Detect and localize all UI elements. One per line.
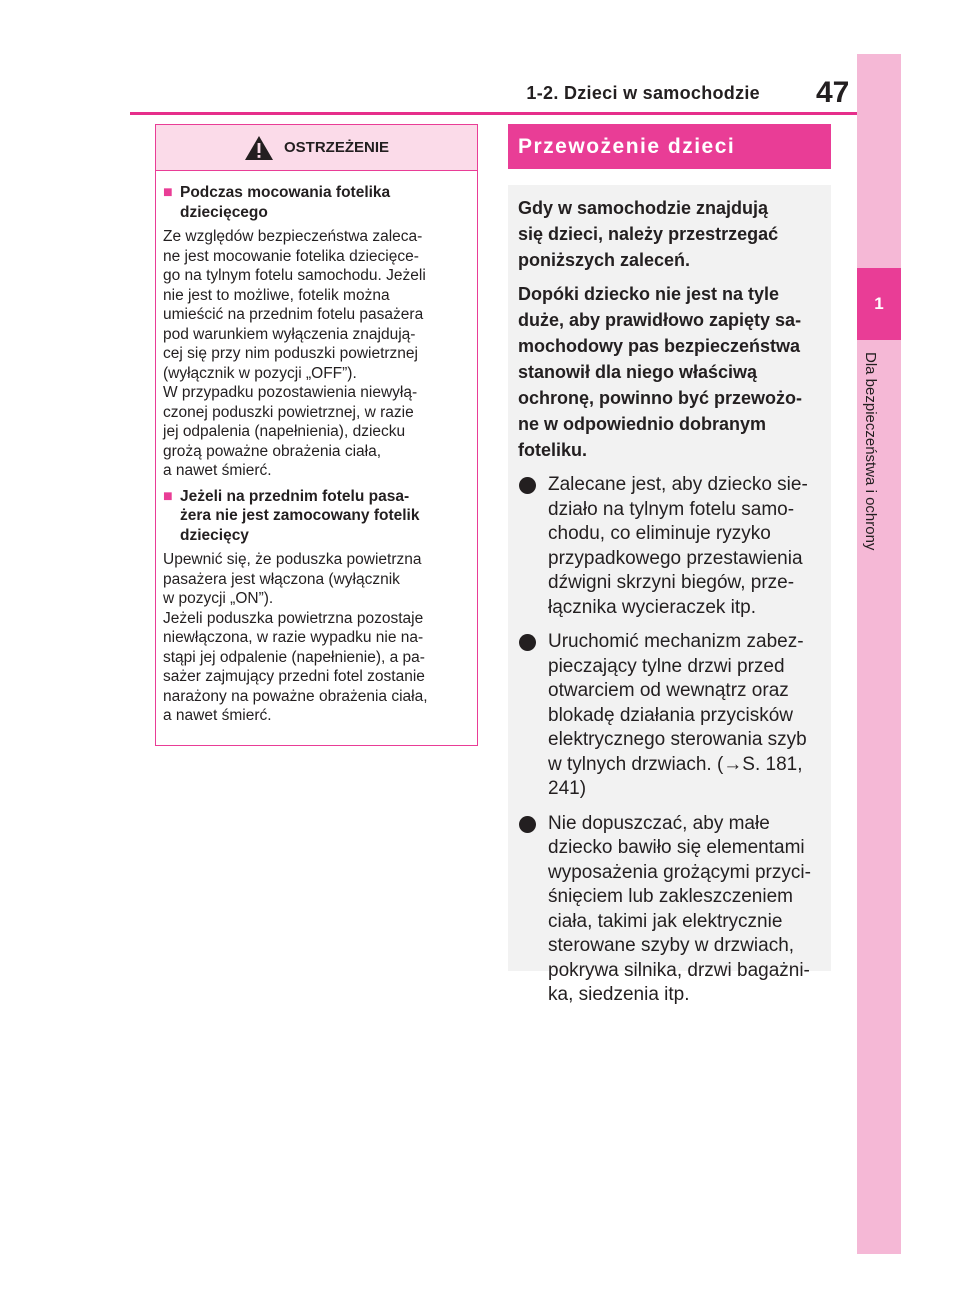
warning-title: OSTRZEŻENIE	[283, 139, 389, 156]
list-item	[518, 812, 821, 1008]
list-item	[518, 630, 821, 802]
warning-triangle-icon	[244, 135, 274, 161]
square-bullet-icon: ■	[163, 184, 173, 201]
section-title-banner	[508, 124, 831, 169]
square-bullet-icon: ■	[163, 487, 173, 505]
list-item-text: Uruchomić mechanizm zabez- pieczający tylne drzwi przed otwarciem od wewnątrz oraz blokadę działania przycisków elektrycznego sterowania szyb w tylnych drzwiach. (→S. 181, 241)	[548, 631, 807, 799]
list-item-text: Nie dopuszczać, aby małe dziecko bawiło się elementami wyposażenia grożącymi przyci- śnięciem lub zakleszczeniem ciała, takimi jak elektrycznie sterowane szyby w drzwiach, pokrywa silnika, drzwi bagażni- ka, siedzenia itp.	[548, 812, 811, 1005]
chapter-number: 1	[874, 294, 884, 313]
round-bullet-icon	[519, 816, 536, 833]
chapter-side-tab	[857, 54, 901, 1254]
page-header-title: 1-2. Dzieci w samochodzie	[526, 83, 760, 103]
warning-paragraph: Ze względów bezpieczeństwa zaleca- ne jest mocowanie fotelika dziecięce- go na tylnym fotelu samochodu. Jeżeli nie jest to możliwe, fotelik można umieścić na przednim fotelu pasażera pod warunkiem wyłączenia znajdują- cej się przy nim poduszki powietrznej (wyłącznik w pozycji „OFF”). W przypadku pozostawienia niewyłą- czonej poduszki powietrznej, w razie jej odpalenia (napełnienia), dziecku grożą poważne obrażenia ciała, a nawet śmierć.	[163, 228, 426, 479]
header-divider	[130, 112, 857, 115]
warning-subheading-text: Jeżeli na przednim fotelu pasa- żera nie jest zamocowany fotelik dziecięcy	[180, 487, 420, 544]
chapter-title: Dla bezpieczeństwa i ochrony	[862, 352, 879, 551]
warning-box	[155, 124, 478, 746]
section-title: Przewożenie dzieci	[518, 134, 736, 158]
warning-subheading	[163, 487, 470, 546]
section-info-box	[508, 185, 831, 1005]
warning-paragraph: Upewnić się, że poduszka powietrzna pasażera jest włączona (wyłącznik w pozycji „ON”). Jeżeli poduszka powietrzna pozostaje niewłączona, w razie wypadku nie na- stąpi jej odpalenie (napełnienie), a pa- sażer zajmujący przedni fotel zostanie narażony na poważne obrażenia ciała, a nawet śmierć.	[163, 551, 428, 724]
list-item	[518, 473, 821, 620]
warning-header	[156, 125, 477, 171]
chapter-number-box	[857, 268, 901, 340]
intro-paragraph: Dopóki dziecko nie jest na tyle duże, aby prawidłowo zapięty sa- mochodowy pas bezpieczeństwa stanowił dla niego właściwą ochronę, powinno być przewożo- ne w odpowiednio dobranym foteliku.	[518, 284, 803, 460]
intro-paragraph: Gdy w samochodzie znajdują się dzieci, należy przestrzegać poniższych zaleceń.	[518, 198, 779, 270]
warning-subheading	[163, 183, 470, 222]
warning-subheading-text: Podczas mocowania fotelika dziecięcego	[180, 184, 391, 221]
page-number: 47	[816, 76, 850, 109]
warning-body	[156, 171, 477, 726]
round-bullet-icon	[519, 477, 536, 494]
round-bullet-icon	[519, 634, 536, 651]
list-item-text: Zalecane jest, aby dziecko sie- działo na tylnym fotelu samo- chodu, co eliminuje ryzyko przypadkowego przestawienia dźwigni skrzyni biegów, prze- łącznika wycieraczek itp.	[548, 474, 808, 618]
